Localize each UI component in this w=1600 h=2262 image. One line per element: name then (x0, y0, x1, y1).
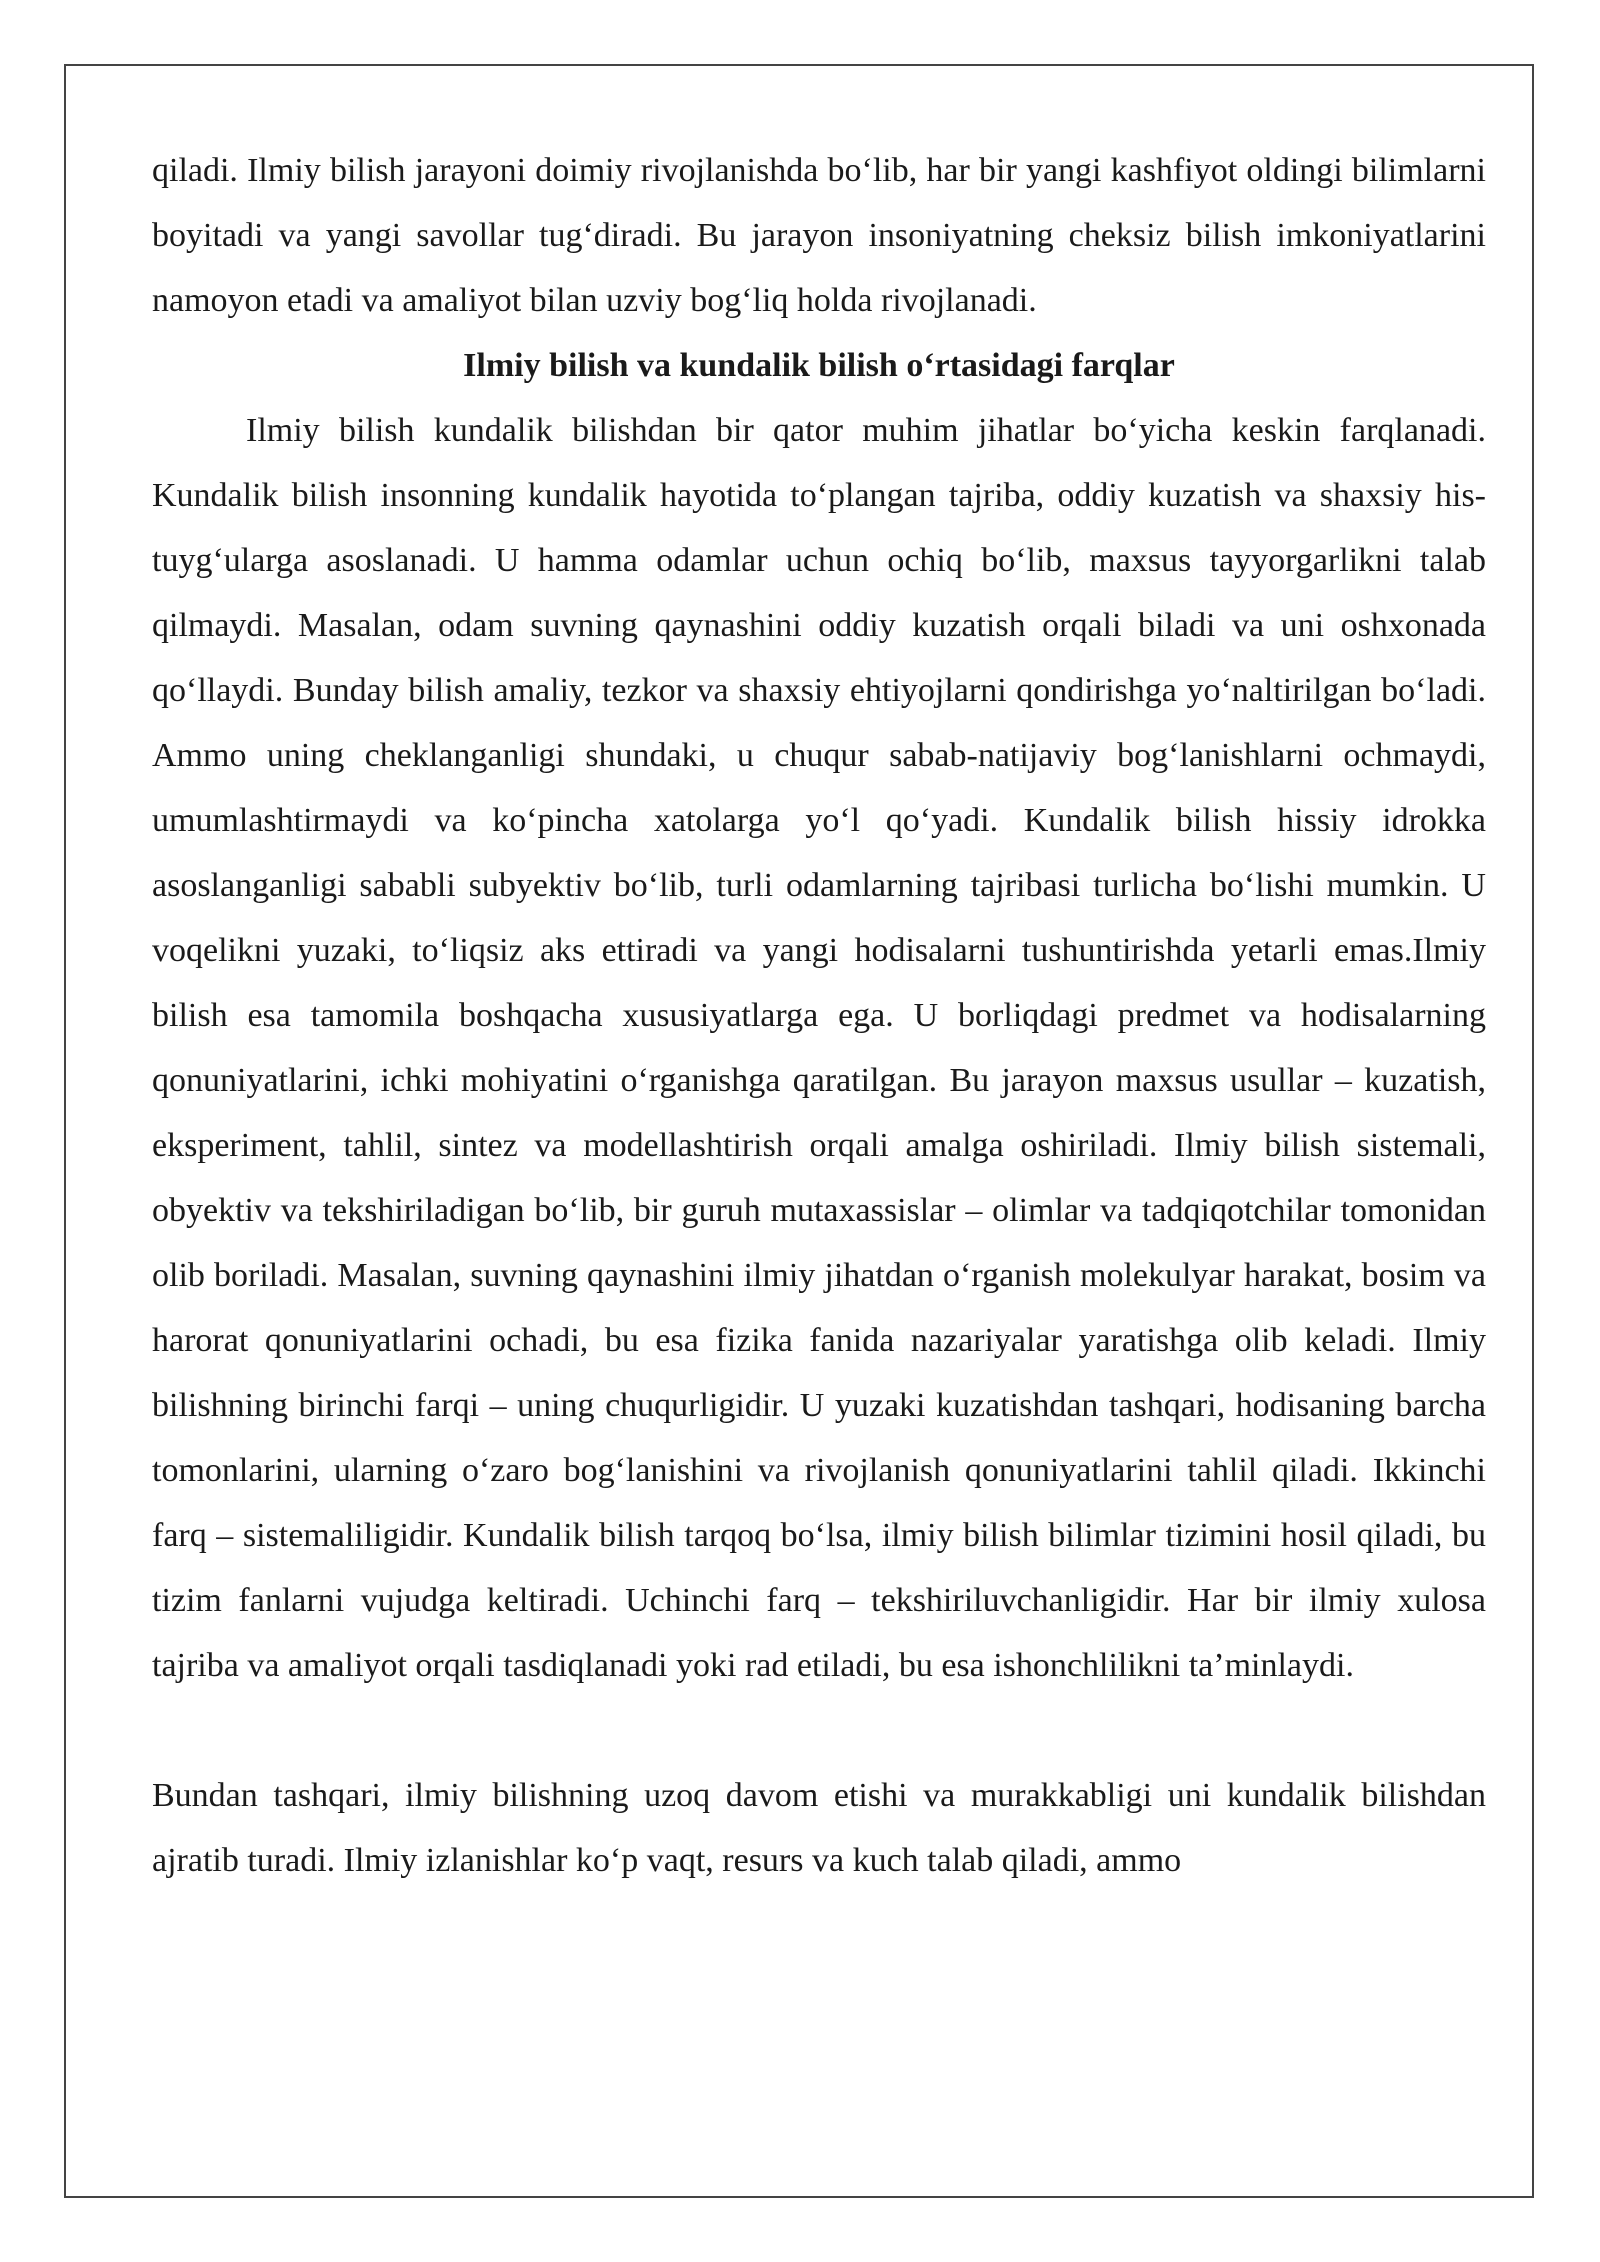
section-heading: Ilmiy bilish va kundalik bilish o‘rtasidagi farqlar (463, 347, 1175, 384)
paragraph-final: Bundan tashqari, ilmiy bilishning uzoq davom etishi va murakkabligi uni kundalik bilishdan ajratib turadi. Ilmiy izlanishlar ko‘p vaqt, resurs va kuch talab qiladi, ammo (152, 1777, 1486, 1879)
document-body (152, 138, 1486, 1893)
paragraph-continuation: qiladi. Ilmiy bilish jarayoni doimiy rivojlanishda bo‘lib, har bir yangi kashfiyot oldingi bilimlarni boyitadi va yangi savollar tug‘diradi. Bu jarayon insoniyatning cheksiz bilish imkoniyatlarini namoyon etadi va amaliyot bilan uzviy bog‘liq holda rivojlanadi. (152, 152, 1486, 319)
paragraph-spacer (152, 1698, 1486, 1763)
paragraph-main: Ilmiy bilish kundalik bilishdan bir qator muhim jihatlar bo‘yicha keskin farqlanadi. Kundalik bilish insonning kundalik hayotida to‘plangan tajriba, oddiy kuzatish va shaxsiy his-tuyg‘ularga asoslanadi. U hamma odamlar uchun ochiq bo‘lib, maxsus tayyorgarlikni talab qilmaydi. Masalan, odam suvning qaynashini oddiy kuzatish orqali biladi va uni oshxonada qo‘llaydi. Bunday bilish amaliy, tezkor va shaxsiy ehtiyojlarni qondirishga yo‘naltirilgan bo‘ladi. Ammo uning cheklanganligi shundaki, u chuqur sabab-natijaviy bog‘lanishlarni ochmaydi, umumlashtirmaydi va ko‘pincha xatolarga yo‘l qo‘yadi. Kundalik bilish hissiy idrokka asoslanganligi sababli subyektiv bo‘lib, turli odamlarning tajribasi turlicha bo‘lishi mumkin. U voqelikni yuzaki, to‘liqsiz aks ettiradi va yangi hodisalarni tushuntirishda yetarli emas.Ilmiy bilish esa tamomila boshqacha xususiyatlarga ega. U borliqdagi predmet va hodisalarning qonuniyatlarini, ichki mohiyatini o‘rganishga qaratilgan. Bu jarayon maxsus usullar – kuzatish, eksperiment, tahlil, sintez va modellashtirish orqali amalga oshiriladi. Ilmiy bilish sistemali, obyektiv va tekshiriladigan bo‘lib, bir guruh mutaxassislar – olimlar va tadqiqotchilar tomonidan olib boriladi. Masalan, suvning qaynashini ilmiy jihatdan o‘rganish molekulyar harakat, bosim va harorat qonuniyatlarini ochadi, bu esa fizika fanida nazariyalar yaratishga olib keladi. Ilmiy bilishning birinchi farqi – uning chuqurligidir. U yuzaki kuzatishdan tashqari, hodisaning barcha tomonlarini, ularning o‘zaro bog‘lanishini va rivojlanish qonuniyatlarini tahlil qiladi. Ikkinchi farq – sistemaliligidir. Kundalik bilish tarqoq bo‘lsa, ilmiy bilish bilimlar tizimini hosil qiladi, bu tizim fanlarni vujudga keltiradi. Uchinchi farq – tekshiriluvchanligidir. Har bir ilmiy xulosa tajriba va amaliyot orqali tasdiqlanadi yoki rad etiladi, bu esa ishonchlilikni ta’minlaydi. (152, 412, 1486, 1684)
